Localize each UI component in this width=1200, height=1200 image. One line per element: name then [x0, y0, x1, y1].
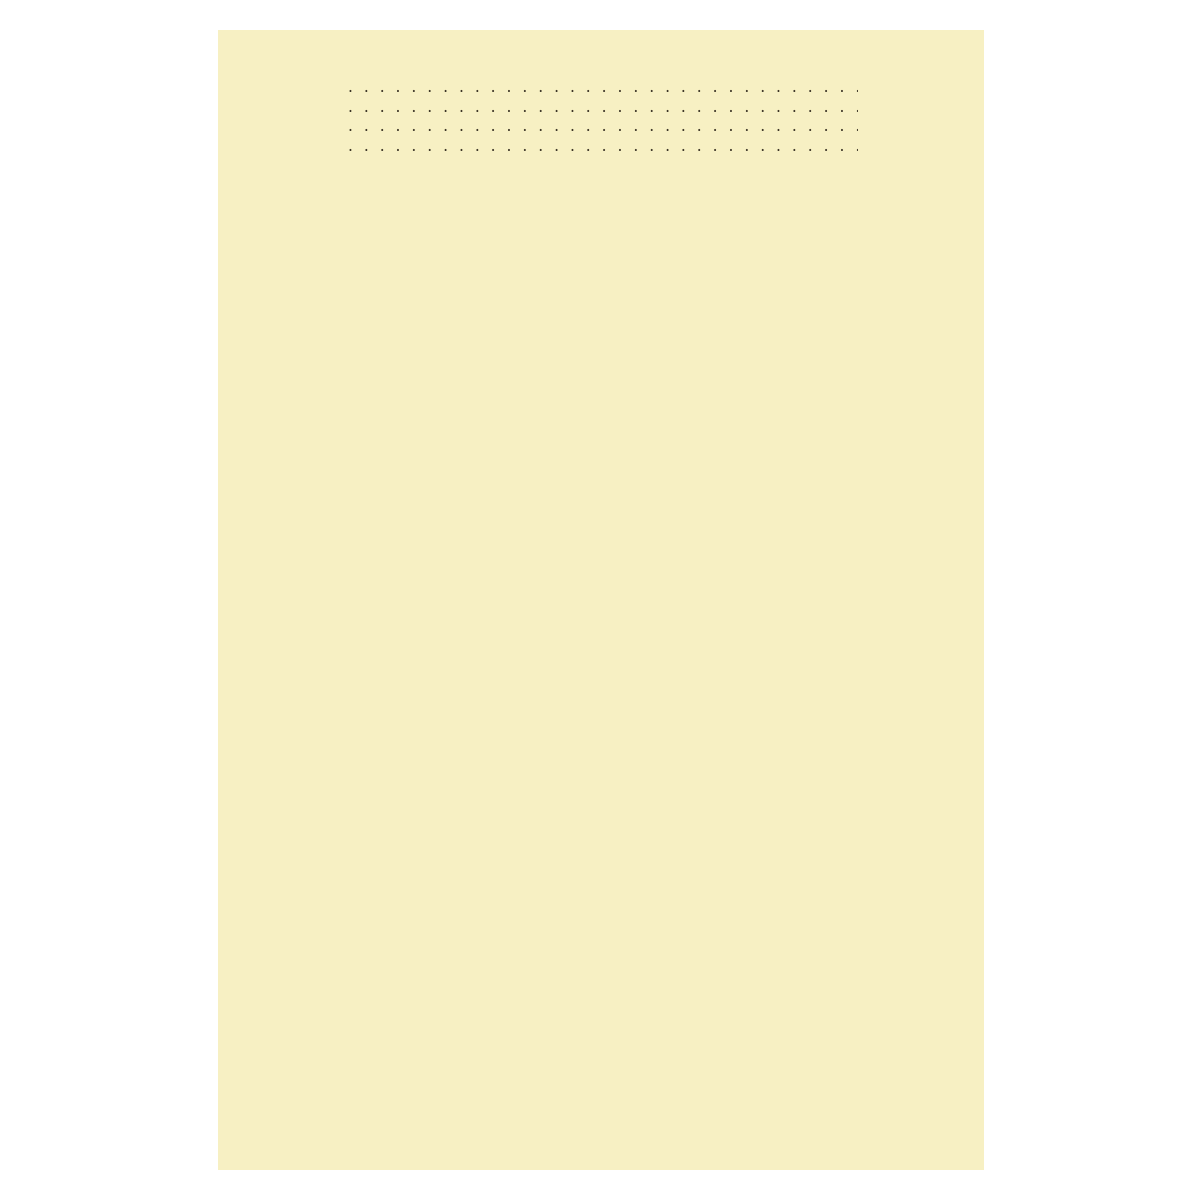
toc-entry[interactable]: [280, 117, 904, 137]
book-page: [218, 30, 984, 1170]
dot-leader: [348, 137, 858, 157]
dot-leader: [348, 78, 858, 98]
toc-entry[interactable]: [280, 98, 904, 118]
toc-entry[interactable]: [280, 137, 904, 157]
table-of-contents: [280, 78, 904, 156]
dot-leader: [348, 98, 858, 118]
toc-entry[interactable]: [280, 78, 904, 98]
dot-leader: [348, 117, 858, 137]
